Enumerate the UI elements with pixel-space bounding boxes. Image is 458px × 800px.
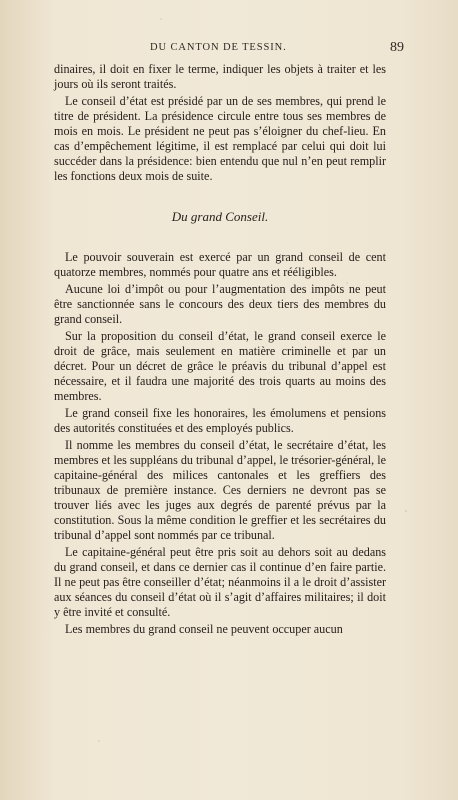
running-title: DU CANTON DE TESSIN.: [150, 42, 287, 53]
paragraph: dinaires, il doit en fixer le terme, indiquer les objets à traiter et les jours où ils seront traités.: [54, 62, 386, 91]
paragraph: Le conseil d’état est présidé par un de ses membres, qui prend le titre de président. La présidence circule entre tous ses membres de mois en mois. Le président ne peut pas s’éloigner du chef-lieu. En cas d’empêchement légitime, il est remplacé par celui qui doit lui succéder dans la présidence: bien entendu que nul n’en peut remplir les fonctions deux mois de suite.: [54, 94, 386, 183]
section-title: Du grand Conseil.: [171, 209, 269, 224]
running-head: [0, 42, 458, 58]
paragraph: Il nomme les membres du conseil d’état, le secrétaire d’état, les membres et les suppléans du tribunal d’appel, le trésorier-général, le capitaine-général des milices cantonales et les greffiers des tribunaux de première instance. Ces derniers ne devront pas se trouver liés avec les juges aux degrés de parenté prévus par la constitution. Sous la même condition le greffier et les secrétaires du tribunal d’appel sont nommés par ce tribunal.: [54, 438, 386, 542]
page-body: [54, 62, 386, 639]
paper-speck: [160, 18, 162, 20]
paragraph: Le capitaine-général peut être pris soit au dehors soit au dedans du grand conseil, et dans ce dernier cas il continue d’en faire partie. Il ne peut pas être conseiller d’état; néanmoins il a le droit d’assister aux séances du conseil d’état où il s’agit d’affaires militaires; il doit y être invité et consulté.: [54, 545, 386, 619]
paragraph: Le grand conseil fixe les honoraires, les émolumens et pensions des autorités constituées et des employés publics.: [54, 406, 386, 435]
paper-speck: [405, 510, 407, 512]
page-number: 89: [390, 40, 404, 55]
paragraph: Sur la proposition du conseil d’état, le grand conseil exerce le droit de grâce, mais seulement en matière criminelle et par un décret. Pour un décret de grâce le préavis du tribunal d’appel est nécessaire, et il faudra une majorité des trois quarts au moins des membres.: [54, 329, 386, 403]
paragraph: Le pouvoir souverain est exercé par un grand conseil de cent quatorze membres, nommés pour quatre ans et rééligibles.: [54, 250, 386, 279]
paragraph: Aucune loi d’impôt ou pour l’augmentation des impôts ne peut être sanctionnée sans le concours des deux tiers des membres du grand conseil.: [54, 282, 386, 326]
paragraph: Les membres du grand conseil ne peuvent occuper aucun: [65, 622, 343, 636]
paper-speck: [98, 740, 100, 742]
paper-speck: [346, 282, 348, 284]
